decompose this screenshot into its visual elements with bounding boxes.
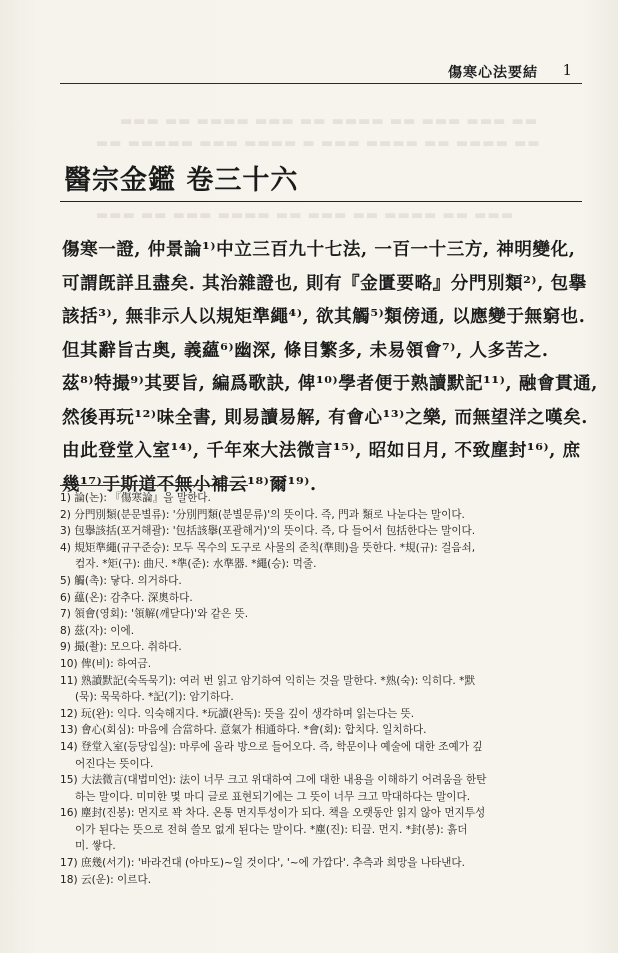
footnote-line: 어진다는 뜻이다. bbox=[75, 757, 154, 770]
footnote-line: 6) 蘊(온): 감추다. 深奧하다. bbox=[60, 591, 193, 604]
bleed-through-texture: ▬▬ ▬▬▬▬▬ ▬▬▬ ▬▬▬▬ ▬ ▬▬▬ ▬▬▬▬ ▬▬ ▬▬▬▬ ▬▬ bbox=[96, 136, 541, 151]
footnote-line: 10) 俾(비): 하여금. bbox=[60, 657, 152, 670]
footnote-line: 14) 登堂入室(등당입실): 마루에 올라 방으로 들어오다. 즉, 학문이나 예술에 대한 조예가 깊 bbox=[60, 740, 483, 753]
footnote-line: 2) 分門別類(분문별류): '分別門類(분별문류)'의 뜻이다. 즉, 門과 類로 나눈다는 말이다. bbox=[60, 508, 465, 521]
chapter-rule bbox=[60, 201, 582, 202]
main-text-line: 可謂旣詳且盡矣. 其治雜證也, 則有『金匱要略』分門別類²⁾, 包擧 bbox=[62, 273, 587, 294]
bleed-through-texture: ▬▬▬ ▬▬ ▬▬▬ ▬▬▬▬ ▬▬ ▬▬▬ ▬▬ ▬▬▬▬ ▬▬ ▬▬▬ bbox=[96, 208, 515, 223]
footnote-line: 15) 大法微言(대법미언): 法이 너무 크고 위대하여 그에 대한 내용을 이해하기 어려움을 한탄 bbox=[60, 774, 487, 787]
footnote-line: 미. 쌓다. bbox=[75, 840, 116, 853]
footnote-line: (묵): 묵묵하다. *記(기): 암기하다. bbox=[75, 691, 234, 704]
footnotes-block bbox=[60, 490, 580, 888]
main-text-line: 茲⁸⁾特撮⁹⁾其要旨, 編爲歌訣, 俾¹⁰⁾學者便于熟讀默記¹¹⁾, 融會貫通, bbox=[62, 374, 598, 394]
footnote-line: 18) 云(운): 이르다. bbox=[60, 873, 152, 886]
main-text bbox=[62, 234, 598, 502]
footnote-line: 17) 庶幾(서기): '바라건대 (아마도)~일 것이다', '~에 가깝다'. 추측과 희망을 나타낸다. bbox=[60, 857, 466, 870]
footnote-line: 11) 熟讀默記(숙독묵기): 여러 번 읽고 암기하여 익히는 것을 말한다. *熟(숙): 익히다. *默 bbox=[60, 674, 476, 687]
footnote-separator bbox=[60, 485, 248, 486]
main-text-line: 但其辭旨古奥, 義蘊⁶⁾幽深, 條目繁多, 未易領會⁷⁾, 人多苦之. bbox=[62, 340, 549, 361]
footnote-line: 8) 茲(자): 이에. bbox=[60, 624, 135, 637]
footnote-line: 13) 會心(회심): 마음에 合當하다. 意氣가 相通하다. *會(회): 합치다. 일치하다. bbox=[60, 724, 427, 737]
main-text-line: 該括³⁾, 無非示人以規矩準繩⁴⁾, 欲其觸⁵⁾類傍通, 以應變于無窮也. bbox=[62, 307, 586, 327]
footnote-line: 16) 塵封(진봉): 먼지로 꽉 차다. 온통 먼지투성이가 되다. 책을 오랫동안 읽지 않아 먼지투성 bbox=[60, 807, 486, 820]
footnote-line: 이가 된다는 뜻으로 전혀 쓸모 없게 된다는 말이다. *塵(진): 티끌. 먼지. *封(봉): 흙더 bbox=[75, 823, 468, 836]
footnote-line: 9) 撮(촬): 모으다. 취하다. bbox=[60, 641, 182, 654]
bleed-through-texture: ▬▬▬ ▬▬ ▬▬▬▬ ▬▬▬ ▬▬ ▬▬▬▬ ▬▬ ▬▬▬ ▬▬▬ ▬▬ bbox=[120, 114, 539, 129]
footnote-line: 7) 領會(영회): '領解(깨닫다)'와 같은 뜻. bbox=[60, 608, 249, 621]
page-number: 1 bbox=[562, 61, 572, 79]
footnote-line: 하는 말이다. 미미한 몇 마디 글로 표현되기에는 그 뜻이 너무 크고 막대하다는 말이다. bbox=[75, 790, 471, 803]
footnote-line: 4) 規矩準繩(규구준승): 모두 목수의 도구로 사물의 준칙(準則)을 뜻한다. *規(규): 걸음쇠, bbox=[60, 541, 476, 554]
main-text-line: 由此登堂入室¹⁴⁾, 千年來大法微言¹⁵⁾, 昭如日月, 不致塵封¹⁶⁾, 庶 bbox=[62, 441, 581, 461]
main-text-line: 幾¹⁷⁾于斯道不無小補云¹⁸⁾爾¹⁹⁾. bbox=[62, 474, 317, 495]
header-rule bbox=[60, 83, 582, 84]
running-title: 傷寒心法要結 bbox=[448, 65, 538, 81]
main-text-line: 傷寒一證, 仲景論¹⁾中立三百九十七法, 一百一十三方, 神明變化, bbox=[62, 240, 576, 260]
footnote-line: 5) 觸(촉): 닿다. 의거하다. bbox=[60, 574, 182, 587]
footnote-line: 1) 論(논): 『傷寒論』을 말한다. bbox=[60, 492, 211, 504]
chapter-title: 醫宗金鑑 卷三十六 bbox=[64, 165, 299, 196]
footnote-line: 컴자. *矩(구): 曲尺. *準(준): 水準器. *繩(승): 먹줄. bbox=[75, 558, 317, 571]
footnote-line: 3) 包擧該括(포거해괄): '包括該擧(포괄해거)'의 뜻이다. 즉, 다 들어서 包括한다는 말이다. bbox=[60, 525, 476, 538]
main-text-line: 然後再玩¹²⁾味全書, 則易讀易解, 有會心¹³⁾之樂, 而無望洋之嘆矣. bbox=[62, 407, 588, 428]
footnote-line: 12) 玩(완): 익다. 익숙해지다. *玩讀(완독): 뜻을 깊이 생각하며 읽는다는 뜻. bbox=[60, 707, 415, 720]
